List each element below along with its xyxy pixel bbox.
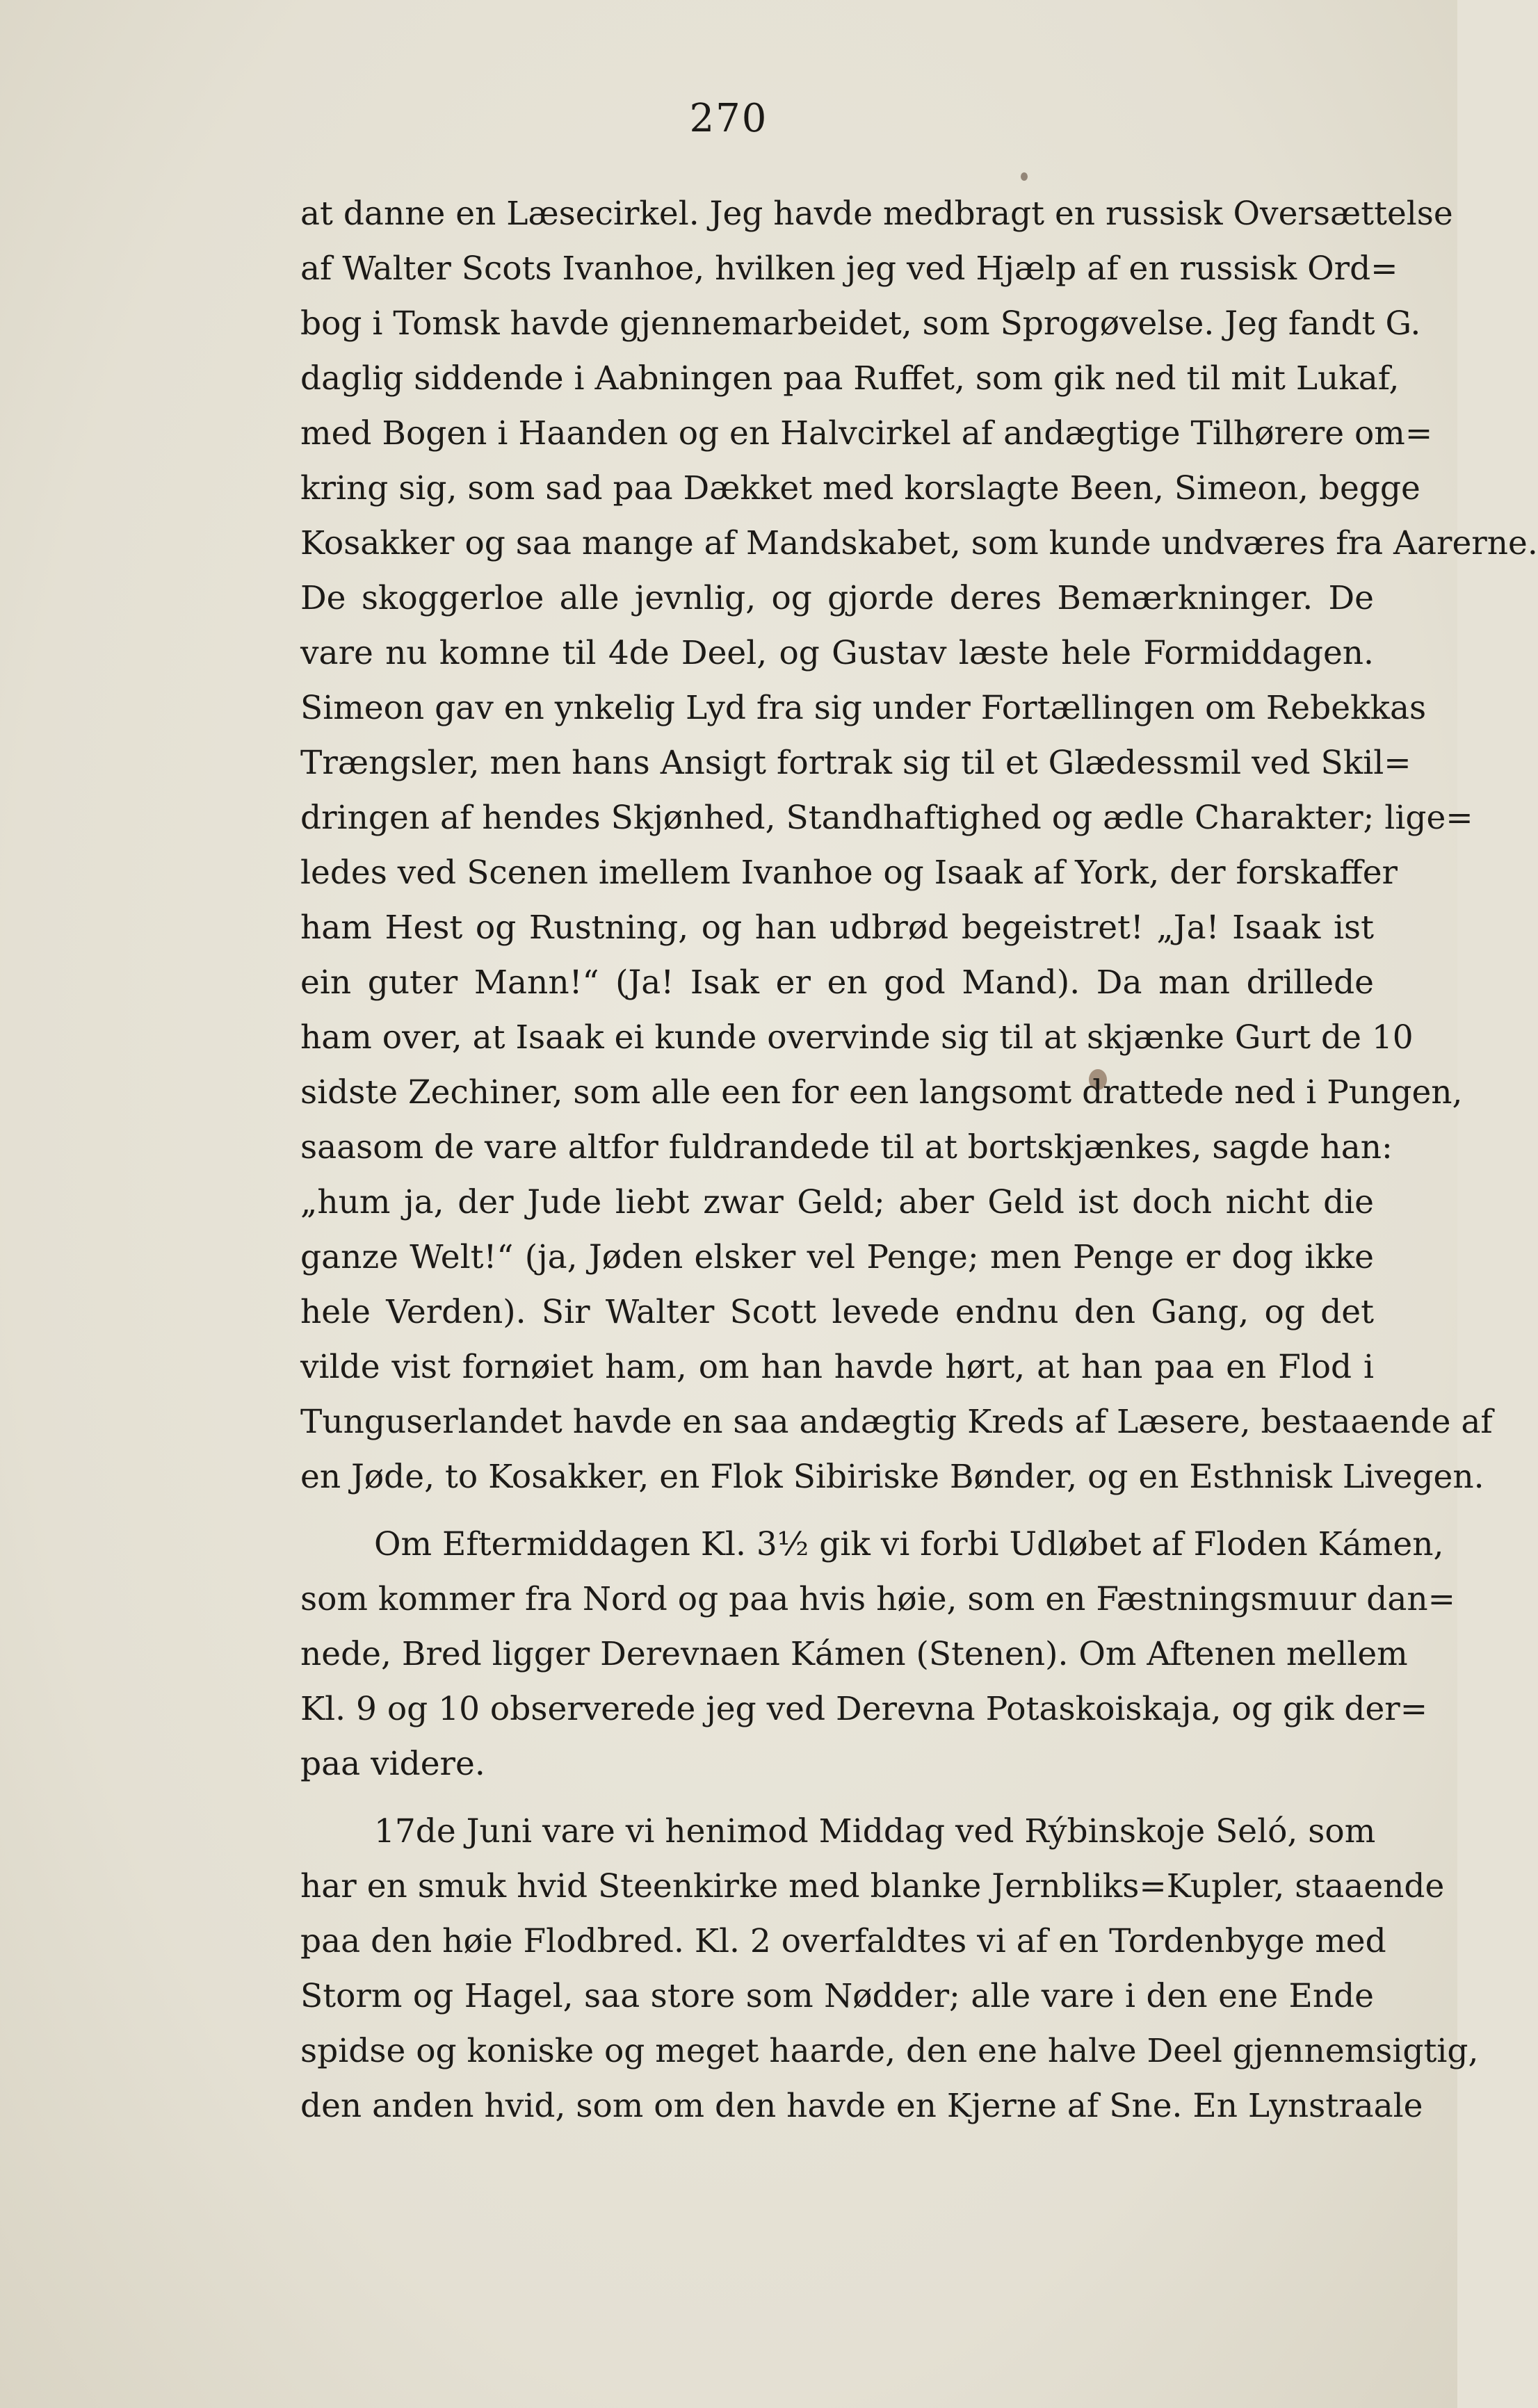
text-line: De skoggerloe alle jevnlig, og gjorde deres Bemærkninger. De <box>300 579 1374 617</box>
text-line: vare nu komne til 4de Deel, og Gustav læste hele Formiddagen. <box>300 634 1374 672</box>
text-line: ganze Welt!“ (ja, Jøden elsker vel Penge; men Penge er dog ikke <box>300 1238 1374 1276</box>
body-text <box>300 186 1538 2133</box>
ink-speck <box>1021 172 1028 181</box>
text-line: Kl. 9 og 10 observerede jeg ved Derevna Potaskoiskaja, og gik der= <box>300 1690 1428 1728</box>
page-number: 270 <box>689 96 768 141</box>
text-line: bog i Tomsk havde gjennemarbeidet, som Sprogøvelse. Jeg fandt G. <box>300 304 1421 343</box>
text-line: med Bogen i Haanden og en Halvcirkel af andægtige Tilhørere om= <box>300 414 1433 453</box>
text-line: daglig siddende i Aabningen paa Ruffet, som gik ned til mit Lukaf, <box>300 359 1400 398</box>
text-line: den anden hvid, som om den havde en Kjerne af Sne. En Lynstraale <box>300 2087 1423 2125</box>
text-line: at danne en Læsecirkel. Jeg havde medbragt en russisk Oversættelse <box>300 195 1453 233</box>
text-line: paa videre. <box>300 1745 485 1783</box>
text-line: af Walter Scots Ivanhoe, hvilken jeg ved Hjælp af en russisk Ord= <box>300 250 1398 288</box>
paragraph-1 <box>300 186 1538 1504</box>
paragraph-2 <box>300 1517 1455 1791</box>
text-line: ledes ved Scenen imellem Ivanhoe og Isaak af York, der forskaffer <box>300 854 1398 892</box>
text-line: paa den høie Flodbred. Kl. 2 overfaldtes vi af en Tordenbyge med <box>300 1922 1386 1960</box>
paragraph-gap <box>300 1791 1374 1804</box>
text-line: sidste Zechiner, som alle een for een langsomt drattede ned i Pungen, <box>300 1073 1463 1112</box>
paragraph-3 <box>300 1804 1479 2133</box>
paragraph-gap <box>300 1504 1374 1517</box>
text-line: ham over, at Isaak ei kunde overvinde sig til at skjænke Gurt de 10 <box>300 1018 1414 1057</box>
text-line: spidse og koniske og meget haarde, den ene halve Deel gjennemsigtig, <box>300 2032 1479 2070</box>
text-line: en Jøde, to Kosakker, en Flok Sibiriske Bønder, og en Esthnisk Livegen. <box>300 1458 1484 1496</box>
text-line: Kosakker og saa mange af Mandskabet, som kunde undværes fra Aarerne. <box>300 524 1538 562</box>
text-line: dringen af hendes Skjønhed, Standhaftighed og ædle Charakter; lige= <box>300 799 1473 837</box>
text-line: Om Eftermiddagen Kl. 3½ gik vi forbi Udløbet af Floden Kámen, <box>374 1525 1444 1563</box>
text-line: hele Verden). Sir Walter Scott levede endnu den Gang, og det <box>300 1293 1374 1331</box>
text-line: Trængsler, men hans Ansigt fortrak sig til et Glædessmil ved Skil= <box>300 744 1411 782</box>
text-line: Simeon gav en ynkelig Lyd fra sig under Fortællingen om Rebekkas <box>300 689 1427 727</box>
text-line: saasom de vare altfor fuldrandede til at bortskjænkes, sagde han: <box>300 1128 1393 1166</box>
text-line: kring sig, som sad paa Dækket med korslagte Been, Simeon, begge <box>300 469 1420 507</box>
text-line: nede, Bred ligger Derevnaen Kámen (Stenen). Om Aftenen mellem <box>300 1635 1408 1673</box>
text-line: som kommer fra Nord og paa hvis høie, som en Fæstningsmuur dan= <box>300 1580 1455 1618</box>
text-line: ham Hest og Rustning, og han udbrød begeistret! „Ja! Isaak ist <box>300 909 1374 947</box>
text-line: har en smuk hvid Steenkirke med blanke Jernbliks=Kupler, staaende <box>300 1867 1445 1905</box>
text-line: ein guter Mann!“ (Ja! Isak er en god Mand). Da man drillede <box>300 963 1374 1002</box>
text-line: 17de Juni vare vi henimod Middag ved Rýbinskoje Seló, som <box>374 1812 1376 1850</box>
text-line: „hum ja, der Jude liebt zwar Geld; aber Geld ist doch nicht die <box>300 1183 1374 1221</box>
text-line: vilde vist fornøiet ham, om han havde hørt, at han paa en Flod i <box>300 1348 1374 1386</box>
text-line: Storm og Hagel, saa store som Nødder; alle vare i den ene Ende <box>300 1977 1374 2015</box>
text-line: Tunguserlandet havde en saa andægtig Kreds af Læsere, bestaaende af <box>300 1403 1493 1441</box>
